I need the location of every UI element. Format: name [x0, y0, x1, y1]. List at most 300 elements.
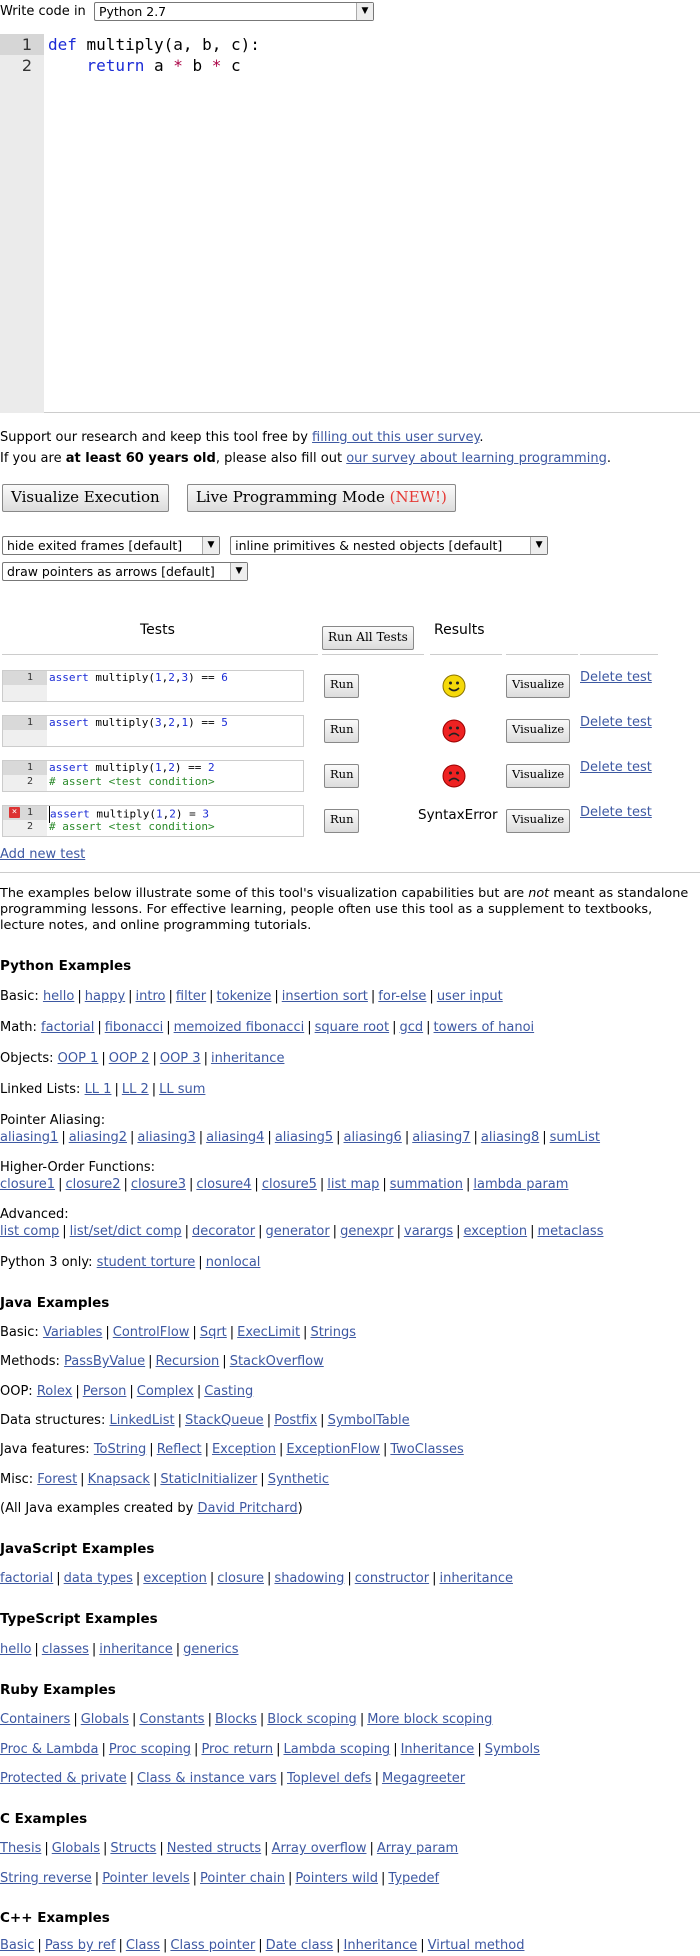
credit-text: ): [297, 1501, 303, 1516]
code-text: a: [144, 56, 174, 75]
example-link[interactable]: student torture: [96, 1255, 196, 1270]
credit-text: (All Java examples created by: [0, 1501, 198, 1516]
row-label: OOP:: [0, 1384, 37, 1399]
main-actions: [2, 484, 470, 512]
example-link[interactable]: Basic: [0, 1938, 35, 1953]
example-link[interactable]: closure1: [0, 1177, 56, 1192]
python-aliasing-row: [0, 1130, 600, 1145]
example-link[interactable]: intro: [135, 989, 166, 1004]
visualize-test-button[interactable]: Visualize: [506, 719, 570, 743]
code-number: 6: [221, 671, 228, 684]
separator: |: [135, 1571, 141, 1586]
separator: |: [192, 1325, 197, 1340]
code-number: 2: [169, 807, 176, 821]
header-divider: [2, 654, 318, 655]
separator: |: [432, 1571, 437, 1586]
python-hof-label: Higher-Order Functions:: [0, 1160, 155, 1175]
delete-test-link[interactable]: Delete test: [580, 805, 652, 820]
test-editor[interactable]: [2, 805, 304, 837]
example-link[interactable]: nonlocal: [205, 1255, 261, 1270]
separator: |: [369, 1841, 374, 1856]
example-link[interactable]: Inheritance: [343, 1938, 418, 1953]
example-link[interactable]: Array overflow: [271, 1841, 367, 1856]
example-link[interactable]: Thesis: [0, 1841, 42, 1856]
example-link[interactable]: Block scoping: [267, 1712, 357, 1727]
visualize-test-button[interactable]: Visualize: [506, 809, 570, 833]
example-link[interactable]: exception: [463, 1224, 528, 1239]
delete-test-link[interactable]: Delete test: [580, 715, 652, 730]
separator: |: [91, 1642, 97, 1657]
example-link[interactable]: Pass by ref: [44, 1938, 116, 1953]
example-link[interactable]: LinkedList: [109, 1413, 175, 1428]
python-advanced-label: Advanced:: [0, 1207, 69, 1222]
link-list: [0, 1130, 600, 1145]
visualize-test-button[interactable]: Visualize: [506, 764, 570, 788]
example-link[interactable]: ToString: [93, 1442, 147, 1457]
separator: |: [177, 1413, 182, 1428]
example-link[interactable]: aliasing6: [343, 1130, 402, 1145]
example-link[interactable]: Pointers wild: [295, 1871, 379, 1886]
separator: |: [37, 1938, 42, 1953]
separator: |: [426, 1020, 431, 1035]
run-test-button[interactable]: Run: [324, 809, 359, 833]
separator: |: [129, 1771, 134, 1786]
code-number: 1: [154, 761, 162, 774]
separator: |: [151, 1082, 157, 1097]
separator: |: [175, 1642, 181, 1657]
example-link[interactable]: memoized fibonacci: [173, 1020, 305, 1035]
example-link[interactable]: String reverse: [0, 1871, 92, 1886]
separator: |: [278, 1442, 284, 1457]
java-features-row: [0, 1442, 464, 1457]
example-link[interactable]: Pointer chain: [200, 1871, 285, 1886]
ruby-row: [0, 1771, 465, 1786]
code-line: [48, 55, 260, 76]
example-link[interactable]: gcd: [399, 1020, 424, 1035]
separator: |: [404, 1130, 410, 1145]
example-link[interactable]: inheritance: [99, 1642, 173, 1657]
code-text: b: [182, 56, 212, 75]
button-label: Live Programming Mode: [195, 488, 385, 506]
example-link[interactable]: towers of hanoi: [433, 1020, 535, 1035]
example-link[interactable]: varargs: [404, 1224, 454, 1239]
example-link[interactable]: aliasing7: [412, 1130, 471, 1145]
test-code: [49, 671, 228, 685]
example-link[interactable]: Globals: [51, 1841, 100, 1856]
example-link[interactable]: Nested structs: [166, 1841, 262, 1856]
code-keyword: assert: [49, 716, 89, 729]
example-link[interactable]: Class: [125, 1938, 161, 1953]
python-math-row: [0, 1020, 534, 1035]
code-keyword: assert: [49, 671, 89, 684]
link-list: [97, 1255, 261, 1270]
intro-text: meant as standalone programming lessons. For effective learning, people often use this tool as a supplement to textbooks, lecture notes, and online programming tutorials.: [0, 886, 689, 933]
separator: |: [188, 1177, 194, 1192]
run-test-button[interactable]: Run: [324, 719, 359, 743]
example-link[interactable]: filter: [175, 989, 207, 1004]
example-link[interactable]: aliasing5: [274, 1130, 334, 1145]
separator: |: [101, 1051, 106, 1066]
example-link[interactable]: LL sum: [159, 1082, 206, 1097]
test-gutter: [3, 761, 47, 791]
primitives-select-value: inline primitives & nested objects [default]: [235, 538, 503, 553]
author-link[interactable]: David Pritchard: [197, 1501, 298, 1516]
code-comment: # assert <test condition>: [49, 820, 215, 833]
header-divider: [322, 654, 424, 655]
separator: |: [370, 989, 376, 1004]
example-link[interactable]: closure2: [65, 1177, 121, 1192]
code-comment: # assert <test condition>: [49, 775, 215, 788]
example-link[interactable]: aliasing2: [68, 1130, 128, 1145]
survey-text: .: [479, 430, 484, 445]
example-link[interactable]: Globals: [80, 1712, 129, 1727]
example-link[interactable]: closure4: [196, 1177, 252, 1192]
java-methods-row: [0, 1354, 324, 1369]
separator: |: [332, 1224, 338, 1239]
python-hof-row: [0, 1177, 568, 1192]
separator: |: [267, 1130, 272, 1145]
row-label: Python 3 only:: [0, 1255, 97, 1270]
code-number: 2: [168, 716, 175, 729]
row-label: Misc:: [0, 1472, 38, 1487]
test-gutter: [3, 716, 47, 746]
intro-text: The examples below illustrate some of this tool's visualization capabilities but are: [0, 886, 529, 901]
syntax-error-result: SyntaxError: [418, 807, 498, 823]
code-text: multiply(: [88, 671, 155, 684]
link-list: [0, 1642, 239, 1657]
separator: |: [258, 1938, 263, 1953]
example-link[interactable]: hello: [42, 989, 75, 1004]
example-link[interactable]: generator: [265, 1224, 330, 1239]
test-row: [2, 805, 662, 837]
test-code: [49, 716, 228, 730]
example-link[interactable]: OOP 2: [108, 1051, 150, 1066]
separator: |: [80, 1472, 85, 1487]
test-code: [49, 806, 215, 834]
code-text: ) ==: [188, 671, 222, 684]
example-link[interactable]: tokenize: [216, 989, 272, 1004]
example-link[interactable]: shadowing: [274, 1571, 345, 1586]
example-link[interactable]: hello: [0, 1642, 32, 1657]
example-link[interactable]: ExceptionFlow: [286, 1442, 380, 1457]
separator: |: [148, 1354, 153, 1369]
ruby-row: [0, 1742, 540, 1757]
link-list: [0, 1571, 513, 1586]
language-select[interactable]: [94, 2, 374, 21]
code-text: ,: [161, 716, 169, 729]
separator: |: [168, 989, 173, 1004]
test-editor[interactable]: [2, 670, 304, 702]
smiley-pass-icon: [442, 674, 466, 698]
example-link[interactable]: square root: [314, 1020, 390, 1035]
line-number: 1: [3, 671, 47, 685]
example-link[interactable]: Constants: [139, 1712, 205, 1727]
live-programming-button[interactable]: [187, 484, 456, 512]
separator: |: [102, 1841, 108, 1856]
code-number: 3: [181, 671, 189, 684]
code-text: ,: [161, 671, 169, 684]
example-link[interactable]: Symbols: [484, 1742, 540, 1757]
separator: |: [130, 1130, 135, 1145]
header-divider: [430, 654, 502, 655]
separator: |: [382, 1177, 387, 1192]
example-link[interactable]: PassByValue: [64, 1354, 146, 1369]
separator: |: [118, 1938, 123, 1953]
link-list: [0, 1742, 540, 1757]
link-list: [0, 1871, 439, 1886]
separator: |: [204, 1442, 209, 1457]
example-link[interactable]: fibonacci: [104, 1020, 164, 1035]
run-all-tests-button[interactable]: Run All Tests: [322, 626, 414, 650]
visualize-test-button[interactable]: Visualize: [506, 674, 570, 698]
example-link[interactable]: Variables: [42, 1325, 103, 1340]
code-number: 2: [168, 761, 175, 774]
example-link[interactable]: Recursion: [155, 1354, 220, 1369]
separator: |: [393, 1742, 398, 1757]
example-link[interactable]: decorator: [192, 1224, 256, 1239]
row-label: Basic:: [0, 989, 43, 1004]
test-editor[interactable]: [2, 760, 304, 792]
separator: |: [105, 1325, 110, 1340]
example-link[interactable]: StaticInitializer: [160, 1472, 258, 1487]
test-row: [2, 670, 662, 702]
separator: |: [319, 1177, 325, 1192]
line-number-text: 1: [26, 807, 33, 818]
example-link[interactable]: Blocks: [214, 1712, 257, 1727]
separator: |: [303, 1325, 308, 1340]
line-number: 1: [3, 761, 47, 775]
separator: |: [94, 1871, 100, 1886]
learning-survey-link[interactable]: our survey about learning programming: [346, 451, 607, 466]
separator: |: [123, 1177, 128, 1192]
example-link[interactable]: StackQueue: [184, 1413, 264, 1428]
cpp-row: [0, 1938, 524, 1953]
run-test-button[interactable]: Run: [324, 674, 359, 698]
example-link[interactable]: inheritance: [439, 1571, 513, 1586]
separator: |: [128, 989, 133, 1004]
example-link[interactable]: inheritance: [210, 1051, 285, 1066]
run-test-button[interactable]: Run: [324, 764, 359, 788]
editor-code[interactable]: [48, 34, 260, 76]
code-operator: *: [211, 56, 222, 75]
c-row: [0, 1841, 458, 1856]
example-link[interactable]: closure5: [261, 1177, 317, 1192]
code-keyword: assert: [50, 807, 90, 821]
example-link[interactable]: list map: [327, 1177, 380, 1192]
example-link[interactable]: StackOverflow: [229, 1354, 324, 1369]
delete-test-link[interactable]: Delete test: [580, 760, 652, 775]
example-link[interactable]: lambda param: [473, 1177, 569, 1192]
java-credit: [0, 1501, 303, 1516]
frames-select-value: hide exited frames [default]: [7, 538, 183, 553]
example-link[interactable]: aliasing1: [0, 1130, 59, 1145]
example-link[interactable]: Date class: [265, 1938, 334, 1953]
example-link[interactable]: Casting: [204, 1384, 254, 1399]
example-link[interactable]: Proc return: [201, 1742, 274, 1757]
pointers-select-value: draw pointers as arrows [default]: [7, 564, 215, 579]
primitives-select[interactable]: [230, 536, 548, 555]
example-link[interactable]: for-else: [378, 989, 427, 1004]
example-link[interactable]: Typedef: [388, 1871, 440, 1886]
separator: |: [194, 1742, 199, 1757]
example-link[interactable]: ControlFlow: [112, 1325, 190, 1340]
example-link[interactable]: Class & instance vars: [136, 1771, 277, 1786]
example-link[interactable]: closure3: [130, 1177, 186, 1192]
example-link[interactable]: aliasing3: [137, 1130, 196, 1145]
code-text: ,: [174, 671, 182, 684]
example-link[interactable]: Knapsack: [87, 1472, 150, 1487]
separator: |: [131, 1712, 137, 1727]
header-divider: [506, 654, 578, 655]
example-link[interactable]: factorial: [0, 1571, 54, 1586]
example-link[interactable]: Class pointer: [170, 1938, 256, 1953]
frowny-fail-icon: [442, 764, 466, 788]
example-link[interactable]: happy: [84, 989, 126, 1004]
example-link[interactable]: LL 2: [121, 1082, 149, 1097]
separator: |: [264, 1841, 269, 1856]
separator: |: [254, 1177, 259, 1192]
example-link[interactable]: Array param: [376, 1841, 459, 1856]
chevron-down-icon: ▼: [356, 3, 373, 20]
example-link[interactable]: metaclass: [537, 1224, 604, 1239]
example-link[interactable]: OOP 3: [159, 1051, 201, 1066]
example-link[interactable]: Proc & Lambda: [0, 1742, 99, 1757]
separator: |: [163, 1938, 168, 1953]
example-link[interactable]: More block scoping: [367, 1712, 493, 1727]
example-link[interactable]: Virtual method: [427, 1938, 525, 1953]
line-number: 1: [0, 34, 44, 55]
line-number: 2: [21, 56, 32, 75]
row-label: Math:: [0, 1020, 42, 1035]
survey-notice: [0, 427, 611, 469]
separator: |: [420, 1938, 425, 1953]
line-number: 2: [26, 776, 33, 787]
python-linked-row: [0, 1082, 205, 1097]
separator: |: [260, 1472, 265, 1487]
test-code: [49, 761, 215, 789]
java-examples-title: Java Examples: [0, 1295, 110, 1311]
user-survey-link[interactable]: filling out this user survey: [312, 430, 480, 445]
example-link[interactable]: Strings: [310, 1325, 357, 1340]
example-link[interactable]: Person: [82, 1384, 127, 1399]
example-link[interactable]: aliasing4: [206, 1130, 265, 1145]
link-list: [37, 1384, 253, 1399]
example-link[interactable]: constructor: [354, 1571, 430, 1586]
example-link[interactable]: aliasing8: [480, 1130, 540, 1145]
code-operator: *: [173, 56, 183, 75]
separator: |: [184, 1224, 190, 1239]
test-gutter: [3, 671, 47, 701]
add-new-test-link[interactable]: Add new test: [0, 847, 86, 862]
example-link[interactable]: Complex: [136, 1384, 194, 1399]
example-link[interactable]: list comp: [0, 1224, 60, 1239]
separator: |: [198, 1255, 203, 1270]
test-editor[interactable]: [2, 715, 304, 747]
example-link[interactable]: Exception: [211, 1442, 276, 1457]
code-text: c: [221, 56, 241, 75]
frames-select[interactable]: [2, 536, 220, 555]
example-link[interactable]: Postfix: [274, 1413, 318, 1428]
example-link[interactable]: genexpr: [340, 1224, 394, 1239]
example-link[interactable]: Containers: [0, 1712, 71, 1727]
link-list: [94, 1442, 464, 1457]
example-link[interactable]: Protected & private: [0, 1771, 127, 1786]
example-link[interactable]: Forest: [37, 1472, 78, 1487]
separator: |: [288, 1871, 293, 1886]
link-list: [43, 1325, 356, 1340]
example-link[interactable]: Toplevel defs: [286, 1771, 372, 1786]
example-link[interactable]: data types: [63, 1571, 133, 1586]
example-link[interactable]: list/set/dict comp: [69, 1224, 182, 1239]
visualize-execution-button[interactable]: [2, 484, 169, 512]
c-row: [0, 1871, 439, 1886]
row-label: Objects:: [0, 1051, 58, 1066]
example-link[interactable]: generics: [183, 1642, 239, 1657]
example-link[interactable]: OOP 1: [57, 1051, 99, 1066]
separator: |: [465, 1177, 471, 1192]
example-link[interactable]: LL 1: [84, 1082, 112, 1097]
example-link[interactable]: Pointer levels: [102, 1871, 190, 1886]
example-link[interactable]: Lambda scoping: [283, 1742, 391, 1757]
example-link[interactable]: Sqrt: [199, 1325, 227, 1340]
javascript-row: [0, 1571, 513, 1586]
options-row: [2, 562, 248, 581]
code-line: [48, 34, 260, 55]
chevron-down-icon: ▼: [230, 563, 247, 580]
line-number: 1: [3, 716, 47, 730]
row-label: Java features:: [0, 1442, 94, 1457]
separator: |: [198, 1130, 204, 1145]
options-row: [2, 536, 548, 555]
cpp-examples-title: C++ Examples: [0, 1910, 110, 1926]
separator: |: [58, 1177, 63, 1192]
example-link[interactable]: classes: [41, 1642, 89, 1657]
delete-test-link[interactable]: Delete test: [580, 670, 652, 685]
survey-line-1: [0, 427, 611, 448]
code-keyword: return: [86, 56, 145, 75]
example-link[interactable]: Rolex: [36, 1384, 73, 1399]
example-link[interactable]: ExecLimit: [237, 1325, 301, 1340]
example-link[interactable]: Synthetic: [267, 1472, 330, 1487]
example-link[interactable]: sumList: [549, 1130, 601, 1145]
ruby-examples-title: Ruby Examples: [0, 1682, 116, 1698]
example-link[interactable]: Proc scoping: [108, 1742, 192, 1757]
example-link[interactable]: Reflect: [156, 1442, 202, 1457]
example-link[interactable]: summation: [389, 1177, 463, 1192]
code-number: 2: [207, 761, 215, 774]
example-link[interactable]: SymbolTable: [327, 1413, 410, 1428]
code-text: ) =: [175, 807, 203, 821]
example-link[interactable]: user input: [436, 989, 503, 1004]
example-link[interactable]: Inheritance: [400, 1742, 475, 1757]
example-link[interactable]: exception: [143, 1571, 207, 1586]
example-link[interactable]: Structs: [110, 1841, 157, 1856]
python-basic-row: [0, 989, 503, 1004]
link-list: [64, 1354, 324, 1369]
separator: |: [75, 1384, 80, 1399]
code-editor[interactable]: [0, 34, 700, 413]
survey-bold-text: at least 60 years old: [65, 451, 216, 466]
example-link[interactable]: factorial: [41, 1020, 95, 1035]
pointers-select[interactable]: [2, 562, 248, 581]
example-link[interactable]: Megagreeter: [381, 1771, 466, 1786]
example-link[interactable]: TwoClasses: [390, 1442, 464, 1457]
link-list: [0, 1938, 524, 1953]
separator: |: [192, 1871, 198, 1886]
example-link[interactable]: closure: [217, 1571, 265, 1586]
example-link[interactable]: insertion sort: [281, 989, 368, 1004]
separator: |: [258, 1224, 263, 1239]
